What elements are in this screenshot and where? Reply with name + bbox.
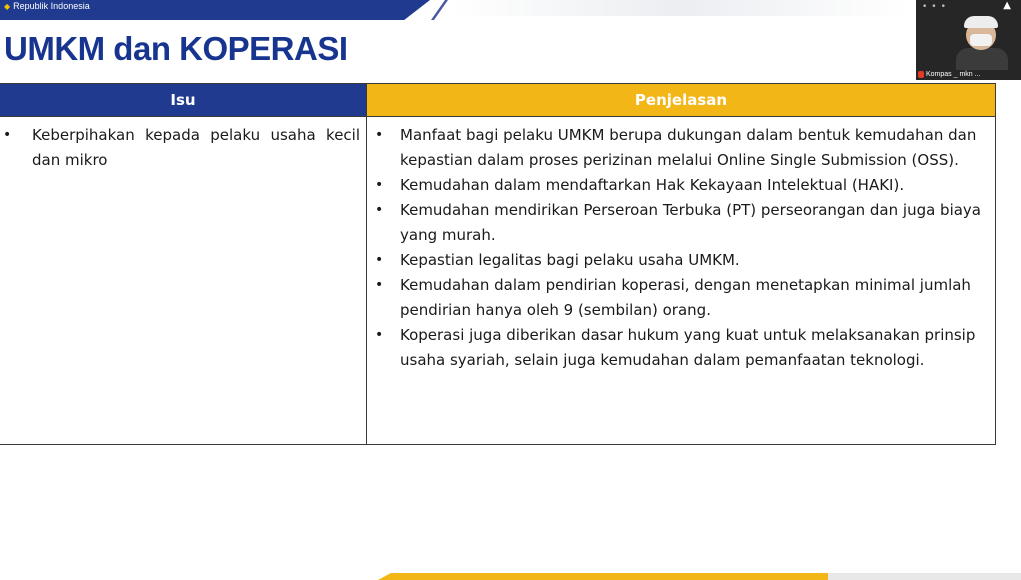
participant-mask: [970, 34, 992, 46]
bullet-icon: •: [3, 127, 12, 143]
org-name-text: Republik Indonesia: [13, 1, 90, 11]
isu-text: Keberpihakan kepada pelaku usaha kecil dan mikro: [32, 126, 360, 169]
faint-header-overlay: [450, 0, 910, 16]
participant-body: [956, 48, 1008, 70]
info-table: [0, 83, 996, 445]
participant-name: Kompas _ mkn ...: [926, 71, 981, 78]
bullet-icon: •: [375, 327, 384, 343]
list-item: [373, 198, 988, 248]
list-item: [0, 123, 360, 173]
bullet-icon: •: [375, 202, 384, 218]
penjelasan-list: [373, 123, 988, 373]
cursor-icon: ▲: [1003, 0, 1011, 11]
tile-menu-icon[interactable]: •••: [922, 2, 950, 12]
list-item: [373, 323, 988, 373]
penjelasan-text: Kepastian legalitas bagi pelaku usaha UMKM.: [400, 251, 740, 269]
participant-video-tile[interactable]: [916, 0, 1021, 80]
list-item: [373, 273, 988, 323]
column-header-isu: Isu: [0, 84, 366, 117]
bullet-icon: •: [375, 252, 384, 268]
penjelasan-text: Koperasi juga diberikan dasar hukum yang kuat untuk melaksanakan prinsip usaha syariah, selain juga kemudahan dalam pemanfaatan teknologi.: [400, 326, 976, 369]
penjelasan-text: Manfaat bagi pelaku UMKM berupa dukungan dalam bentuk kemudahan dan kepastian dalam proses perizinan melalui Online Single Submission (OSS).: [400, 126, 977, 169]
participant-label: [918, 71, 980, 78]
penjelasan-text: Kemudahan dalam pendirian koperasi, dengan menetapkan minimal jumlah pendirian hanya oleh 9 (sembilan) orang.: [400, 276, 971, 319]
list-item: [373, 123, 988, 173]
bottom-decor-stripe: [378, 573, 1021, 580]
bullet-icon: •: [375, 177, 384, 193]
list-item: [373, 173, 988, 198]
participant-hat: [964, 16, 998, 28]
org-name: [4, 1, 90, 11]
bullet-icon: •: [375, 277, 384, 293]
isu-list: [0, 123, 360, 173]
garuda-icon: ◆: [4, 1, 11, 11]
mic-muted-icon: [918, 71, 924, 78]
penjelasan-text: Kemudahan mendirikan Perseroan Terbuka (PT) perseorangan dan juga biaya yang murah.: [400, 201, 982, 244]
penjelasan-text: Kemudahan dalam mendaftarkan Hak Kekayaan Intelektual (HAKI).: [400, 176, 905, 194]
column-divider: [366, 117, 367, 445]
column-header-penjelasan: Penjelasan: [366, 84, 995, 117]
page-title: UMKM dan KOPERASI: [4, 30, 348, 67]
bullet-icon: •: [375, 127, 384, 143]
list-item: [373, 248, 988, 273]
